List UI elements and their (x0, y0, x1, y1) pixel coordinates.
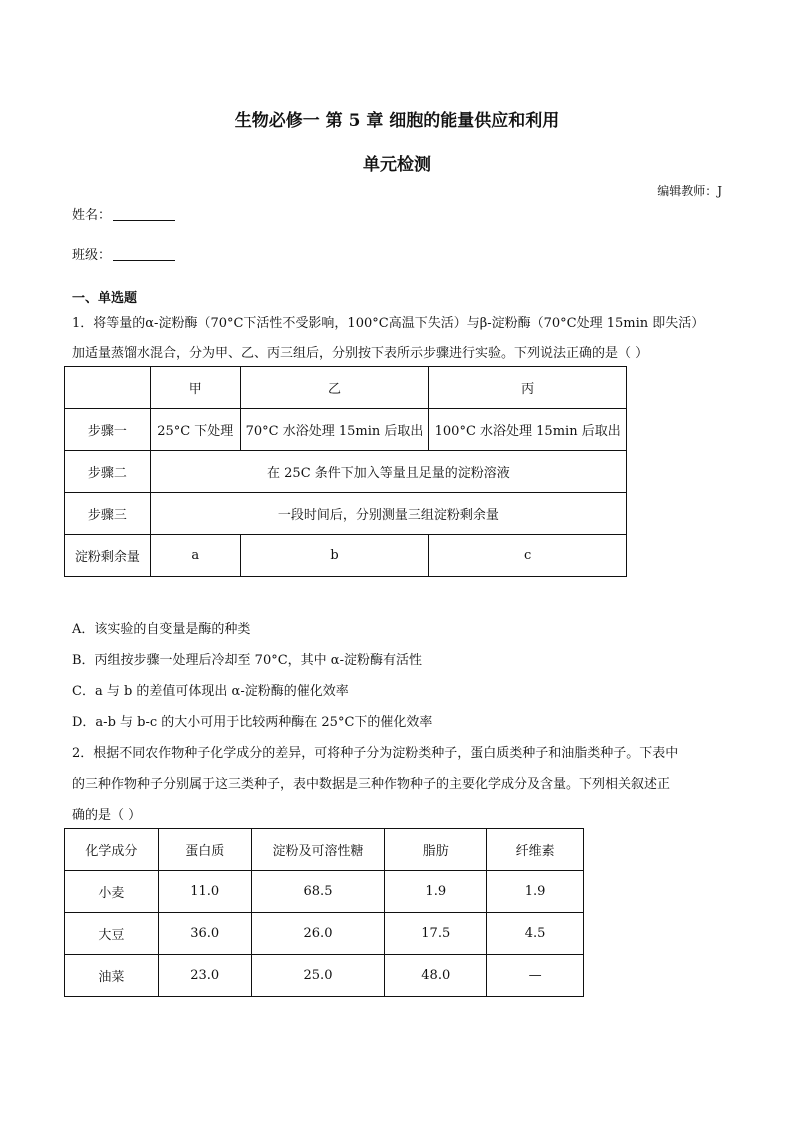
q2-line2: 的三种作物种子分别属于这三类种子，表中数据是三种作物种子的主要化学成分及含量。下列相关叙述正 (72, 777, 671, 792)
q1-option-c: C．a 与 b 的差值可体现出 α-淀粉酶的催化效率 (72, 684, 349, 699)
table-cell: 脂肪 (385, 829, 487, 871)
table-cell: c (429, 535, 627, 577)
q1-line2: 加适量蒸馏水混合，分为甲、乙、丙三组后，分别按下表所示步骤进行实验。下列说法正确的是（ ） (72, 346, 649, 361)
table-row (65, 955, 584, 997)
table-cell: 68.5 (251, 871, 385, 913)
table-cell: 纤维素 (487, 829, 584, 871)
table-cell: 蛋白质 (158, 829, 251, 871)
table-cell: 25.0 (251, 955, 385, 997)
table-cell: 1.9 (385, 871, 487, 913)
table-cell: 70°C 水浴处理 15min 后取出 (240, 409, 429, 451)
table-cell: 步骤二 (65, 451, 151, 493)
table-row (65, 535, 627, 577)
table-row (65, 451, 627, 493)
table-row (65, 409, 627, 451)
table-cell: 油菜 (65, 955, 159, 997)
table-cell: 步骤一 (65, 409, 151, 451)
q2-line1: 2．根据不同农作物种子化学成分的差异，可将种子分为淀粉类种子，蛋白质类种子和油脂类种子。下表中 (72, 746, 679, 761)
table-row (65, 829, 584, 871)
table-cell: 在 25C 条件下加入等量且足量的淀粉溶液 (150, 451, 626, 493)
table-cell (65, 367, 151, 409)
table-cell: 17.5 (385, 913, 487, 955)
q2-line3: 确的是（ ） (72, 808, 142, 823)
table-cell: 26.0 (251, 913, 385, 955)
q1-table (64, 366, 627, 577)
table-row (65, 367, 627, 409)
table-cell: 1.9 (487, 871, 584, 913)
q1-option-d: D．a-b 与 b-c 的大小可用于比较两种酶在 25°C下的催化效率 (72, 715, 433, 730)
table-cell: 25°C 下处理 (150, 409, 240, 451)
table-cell: 11.0 (158, 871, 251, 913)
table-cell: 48.0 (385, 955, 487, 997)
editor-credit: 编辑教师：J (657, 184, 722, 198)
q1-option-a: A．该实验的自变量是酶的种类 (72, 622, 251, 637)
section-heading: 一、单选题 (72, 291, 138, 306)
name-label: 姓名： (72, 208, 112, 223)
class-field (72, 244, 175, 263)
table-cell: 步骤三 (65, 493, 151, 535)
table-cell: b (240, 535, 429, 577)
name-blank[interactable] (113, 206, 175, 221)
table-cell: 大豆 (65, 913, 159, 955)
table-cell: a (150, 535, 240, 577)
table-row (65, 913, 584, 955)
table-cell: 化学成分 (65, 829, 159, 871)
class-label: 班级： (72, 248, 112, 263)
table-cell: 一段时间后，分别测量三组淀粉剩余量 (150, 493, 626, 535)
table-cell: — (487, 955, 584, 997)
table-cell: 36.0 (158, 913, 251, 955)
table-cell: 4.5 (487, 913, 584, 955)
table-cell: 甲 (150, 367, 240, 409)
page-title: 生物必修一 第 5 章 细胞的能量供应和利用 (234, 111, 560, 131)
table-cell: 23.0 (158, 955, 251, 997)
table-cell: 淀粉剩余量 (65, 535, 151, 577)
table-cell: 丙 (429, 367, 627, 409)
table-cell: 淀粉及可溶性糖 (251, 829, 385, 871)
table-row (65, 493, 627, 535)
table-cell: 100°C 水浴处理 15min 后取出 (429, 409, 627, 451)
q1-option-b: B．丙组按步骤一处理后冷却至 70°C，其中 α-淀粉酶有活性 (72, 653, 422, 668)
table-cell: 乙 (240, 367, 429, 409)
table-cell: 小麦 (65, 871, 159, 913)
class-blank[interactable] (113, 246, 175, 261)
q2-table (64, 828, 584, 997)
name-field (72, 204, 175, 223)
q1-line1: 1．将等量的α-淀粉酶（70°C下活性不受影响，100°C高温下失活）与β-淀粉酶（70°C处理 15min 即失活） (72, 316, 705, 331)
table-row (65, 871, 584, 913)
page-subtitle: 单元检测 (363, 155, 431, 175)
